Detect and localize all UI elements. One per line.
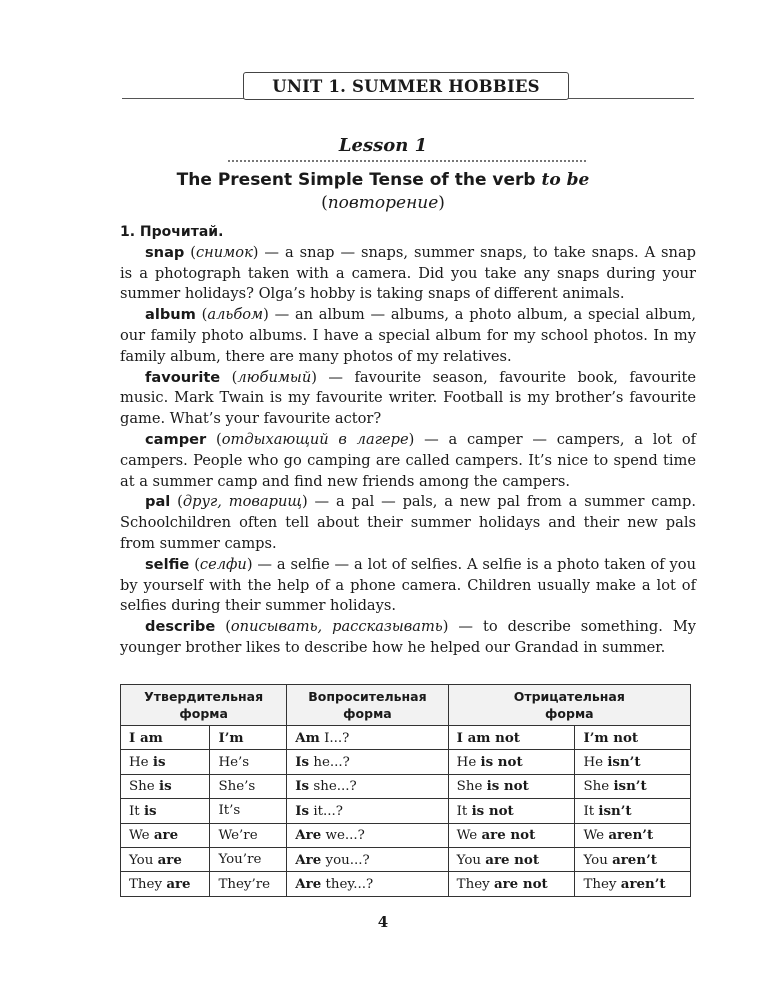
entry-text: — a pal — pals, a new pal from a summer camp. Schoolchildren often tell about their summer holidays and their new pals from summer camps. <box>120 493 696 552</box>
cell-part: re <box>243 827 258 843</box>
entry-translation: селфи <box>199 555 247 573</box>
cell-part: they...? <box>321 877 374 893</box>
table-cell <box>121 847 210 871</box>
cell-part: are not <box>493 876 548 893</box>
cell-part: I <box>129 729 140 746</box>
entry-translation: отдыхающий в лагере <box>221 430 409 448</box>
entry-paren-open: ( <box>189 555 200 573</box>
cell-part: It <box>583 803 599 819</box>
entry-paren-open: ( <box>195 306 208 324</box>
entry-text: — a selfie — a lot of selfies. A selfie is a photo taken of you by yourself with the help of a phone camera. Children usually make a lot of selfies during their summer holidays. <box>120 555 696 615</box>
table-cell <box>448 823 575 847</box>
page-number: 4 <box>377 913 389 931</box>
cell-part: We’ <box>218 827 244 843</box>
table-cell <box>210 799 287 823</box>
table-cell <box>210 823 287 847</box>
topic-subtitle <box>0 193 766 213</box>
table-cell <box>575 847 691 871</box>
cell-part: am <box>139 729 163 746</box>
cell-part: are <box>157 851 182 868</box>
cell-part: aren’t <box>608 827 654 844</box>
table-cell <box>287 872 448 896</box>
table-row <box>121 823 691 847</box>
vocabulary-entry <box>120 243 696 305</box>
cell-part: s <box>242 754 250 770</box>
cell-part: am not <box>467 729 520 746</box>
table-cell <box>575 823 691 847</box>
cell-part: we...? <box>321 828 365 844</box>
header-negative-line1: Отрицательная <box>513 689 625 704</box>
table-cell <box>448 774 575 798</box>
cell-part: it...? <box>309 803 343 819</box>
entry-translation: описывать, рассказывать <box>230 618 443 636</box>
topic-sub-close: ) <box>438 193 445 213</box>
entry-paren-open: ( <box>206 430 222 448</box>
cell-part: is <box>158 778 172 795</box>
table-row <box>121 872 691 896</box>
table-row <box>121 750 691 774</box>
table-cell <box>287 847 448 871</box>
header-affirmative-line1: Утвердительная <box>144 689 264 704</box>
topic-main: The Present Simple Tense of the verb <box>176 170 542 190</box>
cell-part: he...? <box>309 755 350 771</box>
table-cell <box>575 872 691 896</box>
entry-word: selfie <box>145 555 190 573</box>
vocabulary-entry <box>120 617 696 659</box>
cell-part: is <box>143 802 157 819</box>
cell-part: You <box>129 852 158 868</box>
topic-sub: повторение <box>327 193 439 213</box>
cell-part: They <box>129 877 167 893</box>
cell-part: s <box>248 778 256 794</box>
topic-italic: to be <box>541 170 590 190</box>
cell-part: You’ <box>218 852 248 868</box>
entry-paren-close: ) <box>246 555 253 573</box>
table-row <box>121 774 691 798</box>
cell-part: It <box>456 803 472 819</box>
table-cell <box>287 750 448 774</box>
table-cell <box>210 847 287 871</box>
cell-part: He <box>583 755 608 771</box>
cell-part: We <box>129 828 154 844</box>
entry-paren-close: ) <box>263 306 269 324</box>
cell-part: m <box>229 729 244 746</box>
cell-part: is not <box>480 754 523 771</box>
cell-part: is not <box>471 802 514 819</box>
topic-sub-open: ( <box>321 193 328 213</box>
table-cell <box>287 774 448 798</box>
vocabulary-entry <box>120 430 696 492</box>
entry-paren-open: ( <box>184 243 196 261</box>
table-row <box>121 726 691 750</box>
vocabulary-entry <box>120 555 696 617</box>
cell-part: He <box>129 755 153 771</box>
table-cell <box>287 823 448 847</box>
table-row <box>121 799 691 823</box>
cell-part: re <box>255 876 271 892</box>
unit-title: UNIT 1. SUMMER HOBBIES <box>243 72 569 100</box>
table-cell <box>287 726 448 750</box>
cell-part: isn’t <box>607 754 641 771</box>
lesson-title: Lesson 1 <box>338 135 428 156</box>
cell-part: I...? <box>319 730 350 746</box>
table-cell <box>448 872 575 896</box>
cell-part: You <box>456 852 486 868</box>
cell-part: You <box>583 852 613 868</box>
entry-word: snap <box>145 243 185 261</box>
table-cell <box>448 750 575 774</box>
table-cell <box>121 774 210 798</box>
entry-translation: снимок <box>196 243 253 261</box>
entry-paren-open: ( <box>215 618 231 636</box>
cell-part: He’ <box>218 754 243 770</box>
entry-paren-open: ( <box>170 493 183 511</box>
cell-part: isn’t <box>613 778 647 795</box>
table-cell <box>448 726 575 750</box>
cell-part: It <box>129 803 144 819</box>
entry-text: — a snap — snaps, summer snaps, to take snaps. A snap is a photograph taken with a camera. Did you take any snaps during your summer holidays? Olga’s hobby is taking snaps of different animals. <box>120 243 696 303</box>
cell-part: She <box>583 779 614 795</box>
table-cell <box>121 872 210 896</box>
cell-part: are not <box>481 827 536 844</box>
cell-part: They <box>456 877 494 893</box>
header-interrogative-line1: Вопросительная <box>308 689 427 704</box>
entry-text: — favourite season, favourite book, favourite music. Mark Twain is my favourite writer. Football is my brother’s favourite game. What’s your favourite actor? <box>120 368 696 428</box>
cell-part: are <box>166 876 191 893</box>
grammar-table <box>120 684 691 897</box>
cell-part: are <box>153 827 179 844</box>
table-cell <box>210 872 287 896</box>
cell-part: Is <box>295 754 310 771</box>
task-heading: 1. Прочитай. <box>120 224 224 240</box>
cell-part: Is <box>295 778 310 795</box>
table-header-row <box>121 685 691 726</box>
entry-paren-close: ) <box>301 493 308 511</box>
cell-part: you...? <box>321 852 370 868</box>
cell-part: is not <box>486 778 529 795</box>
header-negative <box>448 685 690 726</box>
cell-part: m not <box>594 729 639 746</box>
table-cell <box>121 823 210 847</box>
topic-title <box>0 170 766 190</box>
entry-translation: любимый <box>237 368 312 386</box>
cell-part: Are <box>295 851 322 868</box>
table-cell <box>448 847 575 871</box>
table-cell <box>575 799 691 823</box>
entry-paren-close: ) <box>442 618 449 636</box>
cell-part: She <box>129 779 159 795</box>
entry-paren-close: ) <box>408 430 415 448</box>
cell-part: is <box>152 754 166 771</box>
table-cell <box>575 726 691 750</box>
entry-text: — an album — albums, a photo album, a special album, our family photo albums. I have a special album for my school photos. In my family album, there are many photos of my relatives. <box>120 306 696 365</box>
lesson-divider <box>228 160 586 162</box>
table-cell <box>121 726 210 750</box>
entry-translation: друг, товарищ <box>182 493 302 511</box>
table-cell <box>448 799 575 823</box>
cell-part: are not <box>485 851 540 868</box>
entry-word: camper <box>145 430 207 448</box>
table-cell <box>121 750 210 774</box>
entry-translation: альбом <box>207 306 264 324</box>
entry-paren-close: ) <box>252 243 259 261</box>
entry-text: — a camper — campers, a lot of campers. People who go camping are called campers. It’s nice to spend time at a summer camp and find new friends among the campers. <box>120 430 697 490</box>
table-cell <box>575 774 691 798</box>
vocabulary-entries <box>120 243 696 659</box>
table-body <box>121 726 691 897</box>
entry-paren-open: ( <box>220 368 238 386</box>
cell-part: She’ <box>218 778 249 794</box>
cell-part: They <box>583 877 621 893</box>
cell-part: I’ <box>218 729 230 746</box>
cell-part: aren’t <box>612 851 657 868</box>
entry-word: favourite <box>145 368 221 386</box>
table-cell <box>121 799 210 823</box>
cell-part: It’ <box>218 803 234 819</box>
table-cell <box>210 750 287 774</box>
cell-part: re <box>247 852 262 868</box>
table-cell <box>210 726 287 750</box>
header-interrogative-line2: форма <box>343 706 392 721</box>
cell-part: They’ <box>218 876 256 892</box>
cell-part: He <box>456 755 481 771</box>
header-affirmative <box>121 685 287 726</box>
header-affirmative-line2: форма <box>179 706 228 721</box>
table-cell <box>287 799 448 823</box>
header-interrogative <box>287 685 448 726</box>
cell-part: Am <box>295 729 320 746</box>
cell-part: She <box>456 779 487 795</box>
table-row <box>121 847 691 871</box>
entry-word: pal <box>145 493 171 511</box>
cell-part: Are <box>295 876 322 893</box>
cell-part: Is <box>295 802 310 819</box>
cell-part: I’ <box>583 729 595 746</box>
table-cell <box>575 750 691 774</box>
entry-text: — to describe something. My younger brother likes to describe how he helped our Grandad in summer. <box>120 618 697 656</box>
cell-part: aren’t <box>620 876 666 893</box>
entry-word: describe <box>145 618 216 636</box>
vocabulary-entry <box>120 368 696 430</box>
cell-part: We <box>456 828 482 844</box>
header-negative-line2: форма <box>545 706 594 721</box>
cell-part: s <box>233 803 241 819</box>
cell-part: I <box>456 729 468 746</box>
reading-text <box>120 222 696 659</box>
vocabulary-entry <box>120 492 696 554</box>
entry-paren-close: ) <box>311 368 317 386</box>
cell-part: We <box>583 828 609 844</box>
entry-word: album <box>145 306 196 324</box>
cell-part: isn’t <box>598 802 632 819</box>
cell-part: Are <box>295 827 322 844</box>
vocabulary-entry <box>120 305 696 367</box>
table-cell <box>210 774 287 798</box>
cell-part: she...? <box>309 779 357 795</box>
